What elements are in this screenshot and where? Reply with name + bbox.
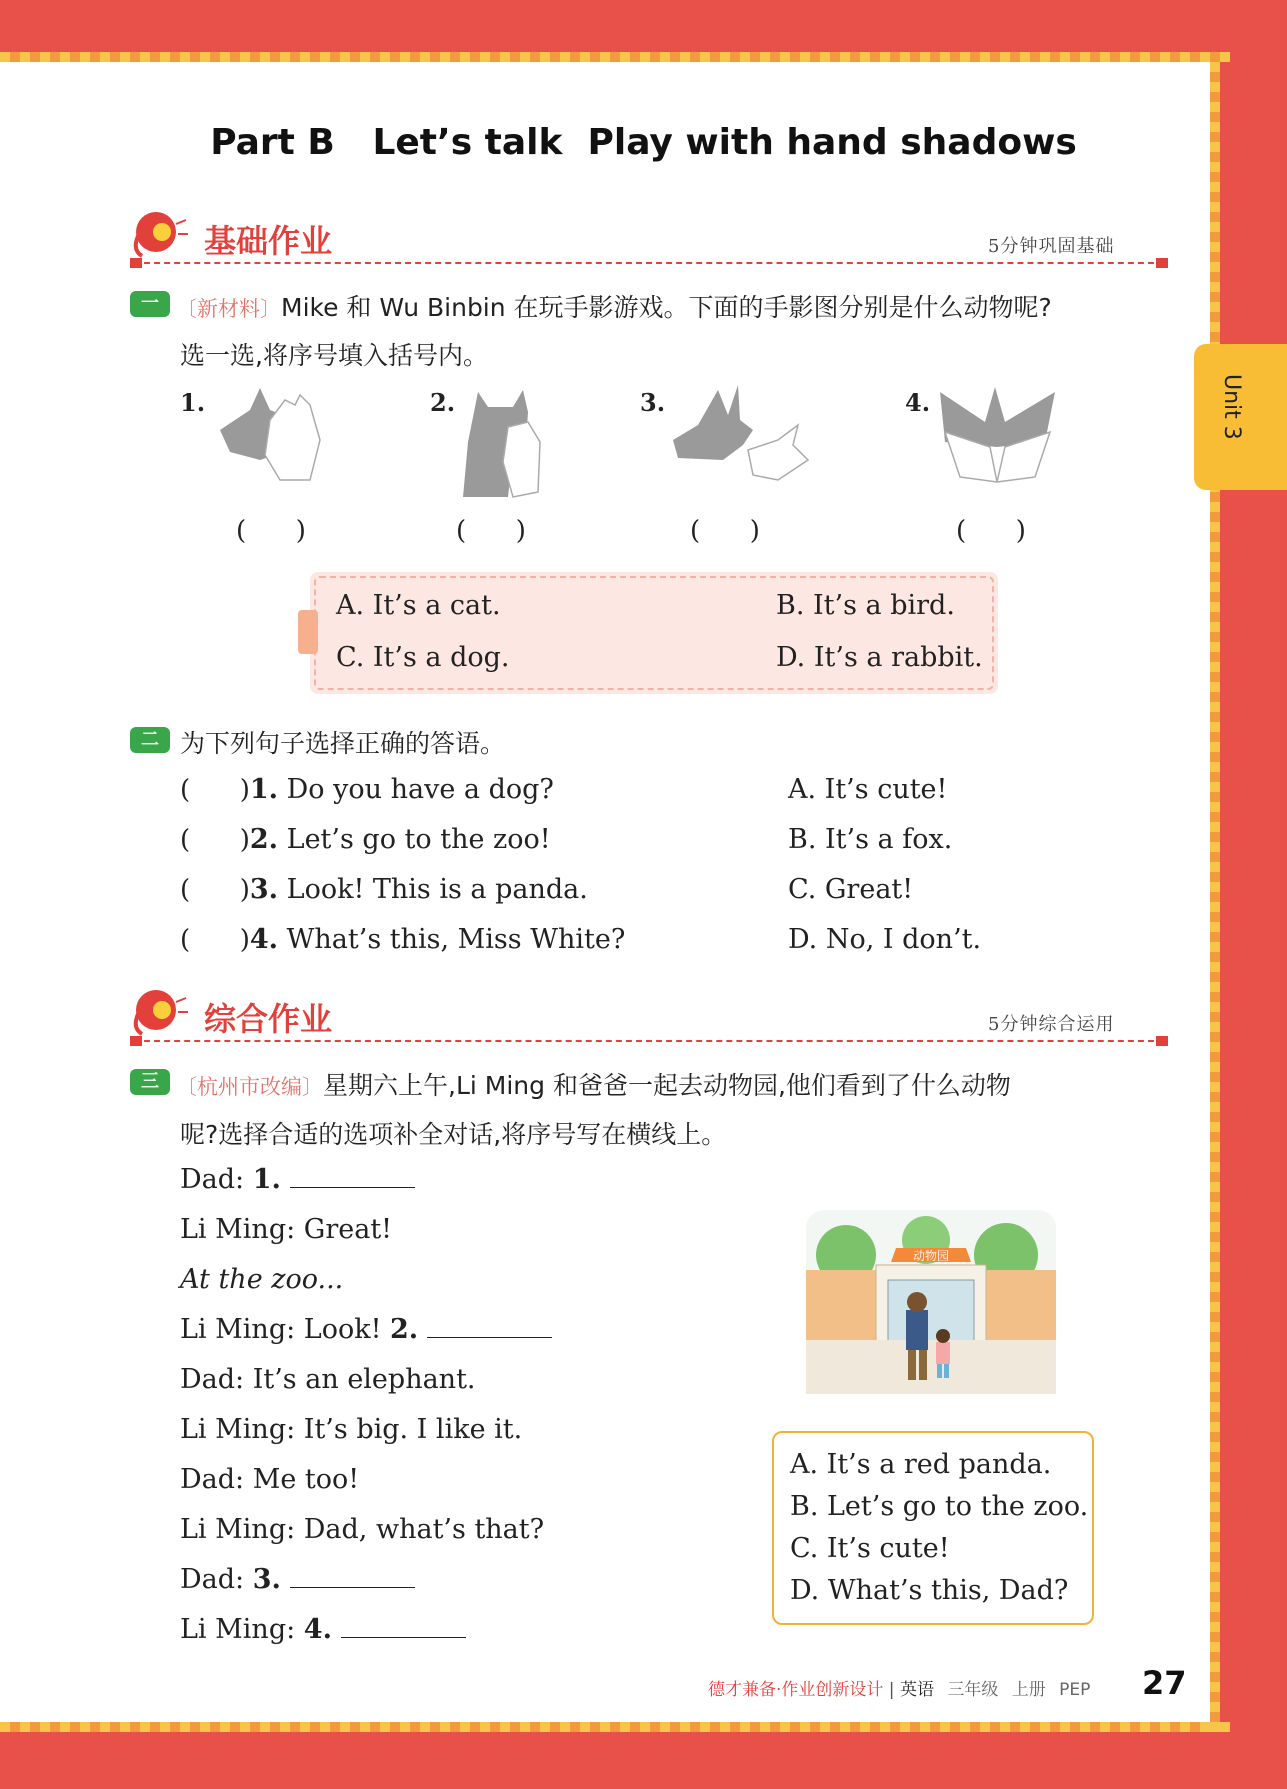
bottom-border: [0, 1722, 1230, 1732]
dialog-1-text: Dad:: [180, 1164, 253, 1195]
q2-item-4: [180, 924, 625, 955]
divider-end-right: [1156, 258, 1168, 268]
footer: 德才兼备·作业创新设计 | 英语 三年级 上册 PEP: [708, 1680, 1091, 1700]
dialog-line-5: Dad: It’s an elephant.: [180, 1364, 476, 1395]
q1-option-d: D. It’s a rabbit.: [776, 642, 983, 673]
q2-badge: 二: [130, 727, 170, 753]
divider-end-right: [1156, 1036, 1168, 1046]
q1-answer-paren-2[interactable]: ( ): [456, 516, 526, 546]
dialog-blank-1[interactable]: [290, 1167, 415, 1188]
q3-option-b: B. Let’s go to the zoo.: [790, 1491, 1089, 1522]
dialog-9-text: Dad:: [180, 1564, 253, 1595]
dialog-line-7: Dad: Me too!: [180, 1464, 360, 1495]
q3-option-d: D. What’s this, Dad?: [790, 1575, 1069, 1606]
footer-series: 德才兼备·作业创新设计: [708, 1680, 884, 1700]
q3-prompt-line2: 呢?选择合适的选项补全对话,将序号写在横线上。: [180, 1120, 727, 1149]
q2-item-4-text: What’s this, Miss White?: [278, 924, 626, 955]
section1-heading: 基础作业: [204, 222, 333, 260]
q1-answer-paren-1[interactable]: ( ): [236, 516, 306, 546]
lantern-icon: [128, 206, 190, 260]
cat-shadow-image: [458, 382, 548, 502]
dialog-4-text: Li Ming: Look!: [180, 1314, 391, 1345]
dialog-line-10: [180, 1614, 466, 1645]
page-number: 27: [1142, 1664, 1187, 1702]
q3-text1: 星期六上午,Li Ming 和爸爸一起去动物园,他们看到了什么动物: [323, 1071, 1011, 1100]
zoo-sign-text: 动物园: [912, 1249, 950, 1263]
footer-subject: 英语: [899, 1680, 934, 1700]
q2-answer-a: A. It’s cute!: [788, 774, 948, 805]
dialog-1-num: 1.: [252, 1164, 281, 1195]
divider-end-left: [130, 258, 142, 268]
dialog-10-text: Li Ming:: [180, 1614, 304, 1645]
dialog-9-num: 3.: [252, 1564, 281, 1595]
unit-tab: [1194, 344, 1287, 490]
q2-answer-b: B. It’s a fox.: [788, 824, 953, 855]
q3-badge: 三: [130, 1069, 170, 1095]
footer-edition: PEP: [1059, 1680, 1091, 1700]
section2-heading: 综合作业: [204, 1000, 333, 1038]
q2-item-3-num: 3.: [249, 874, 279, 905]
dialog-line-4: [180, 1314, 552, 1345]
q1-text1: Mike 和 Wu Binbin 在玩手影游戏。下面的手影图分别是什么动物呢?: [281, 293, 1052, 322]
dialog-blank-3[interactable]: [290, 1567, 415, 1588]
top-border: [0, 52, 1230, 62]
q1-answer-paren-3[interactable]: ( ): [690, 516, 760, 546]
q3-option-a: A. It’s a red panda.: [790, 1449, 1052, 1480]
q2-answer-paren-4[interactable]: ( ): [180, 925, 250, 955]
q1-item-4-num: 4.: [905, 388, 931, 417]
dialog-10-num: 4.: [303, 1614, 332, 1645]
q2-answer-paren-1[interactable]: ( ): [180, 775, 250, 805]
q2-answer-paren-3[interactable]: ( ): [180, 875, 250, 905]
dialog-scene: At the zoo...: [180, 1264, 344, 1295]
q1-item-1-num: 1.: [180, 388, 206, 417]
rabbit-shadow-image: [668, 380, 818, 490]
q1-prompt-line1: [176, 288, 1052, 324]
footer-term: 上册: [1011, 1680, 1046, 1700]
q1-badge: 一: [130, 291, 170, 317]
q2-item-3-text: Look! This is a panda.: [278, 874, 588, 905]
options-box-tab: [298, 610, 318, 654]
q3-options-box: [772, 1431, 1094, 1625]
q2-item-1: [180, 774, 554, 805]
footer-grade: 三年级: [947, 1680, 999, 1700]
q2-item-1-num: 1.: [249, 774, 279, 805]
dialog-line-6: Li Ming: It’s big. I like it.: [180, 1414, 523, 1445]
q1-answer-paren-4[interactable]: ( ): [956, 516, 1026, 546]
right-border: [1210, 52, 1220, 1732]
dialog-line-8: Li Ming: Dad, what’s that?: [180, 1514, 545, 1545]
q1-option-b: B. It’s a bird.: [776, 590, 955, 621]
unit-tab-label: Unit 3: [1219, 374, 1244, 440]
q2-item-1-text: Do you have a dog?: [278, 774, 554, 805]
lantern-icon: [128, 984, 190, 1038]
section1-divider: [134, 262, 1164, 264]
zoo-illustration: [806, 1210, 1056, 1394]
dog-shadow-image: [210, 380, 340, 490]
divider-end-left: [130, 1036, 142, 1046]
q2-answer-paren-2[interactable]: ( ): [180, 825, 250, 855]
q2-answer-c: C. Great!: [788, 874, 914, 905]
q2-prompt: 为下列句子选择正确的答语。: [180, 729, 506, 758]
q3-prompt-line1: [176, 1066, 1011, 1102]
q2-item-4-num: 4.: [249, 924, 279, 955]
q2-item-2: [180, 824, 551, 855]
dialog-line-2: Li Ming: Great!: [180, 1214, 393, 1245]
q1-options-box: [310, 572, 998, 694]
q2-item-2-num: 2.: [249, 824, 279, 855]
q1-item-3-num: 3.: [640, 388, 666, 417]
q1-source: 〔新材料〕: [176, 297, 281, 321]
bird-shadow-image: [935, 382, 1060, 492]
q2-item-3: [180, 874, 588, 905]
section1-sub: 5分钟巩固基础: [988, 236, 1115, 257]
q1-prompt-line2: 选一选,将序号填入括号内。: [180, 341, 488, 370]
q2-item-2-text: Let’s go to the zoo!: [278, 824, 551, 855]
section2-divider: [134, 1040, 1164, 1042]
q1-option-a: A. It’s a cat.: [336, 590, 501, 621]
q1-item-2-num: 2.: [430, 388, 456, 417]
dialog-line-9: [180, 1564, 415, 1595]
dialog-4-num: 2.: [390, 1314, 419, 1345]
dialog-blank-4[interactable]: [341, 1617, 466, 1638]
q3-option-c: C. It’s cute!: [790, 1533, 950, 1564]
dialog-line-1: [180, 1164, 415, 1195]
q2-answer-d: D. No, I don’t.: [788, 924, 982, 955]
q1-option-c: C. It’s a dog.: [336, 642, 510, 673]
dialog-blank-2[interactable]: [427, 1317, 552, 1338]
q3-source: 〔杭州市改编〕: [176, 1075, 323, 1099]
section2-sub: 5分钟综合运用: [988, 1014, 1115, 1035]
page-title: Part B Let’s talk Play with hand shadows: [210, 122, 1077, 163]
